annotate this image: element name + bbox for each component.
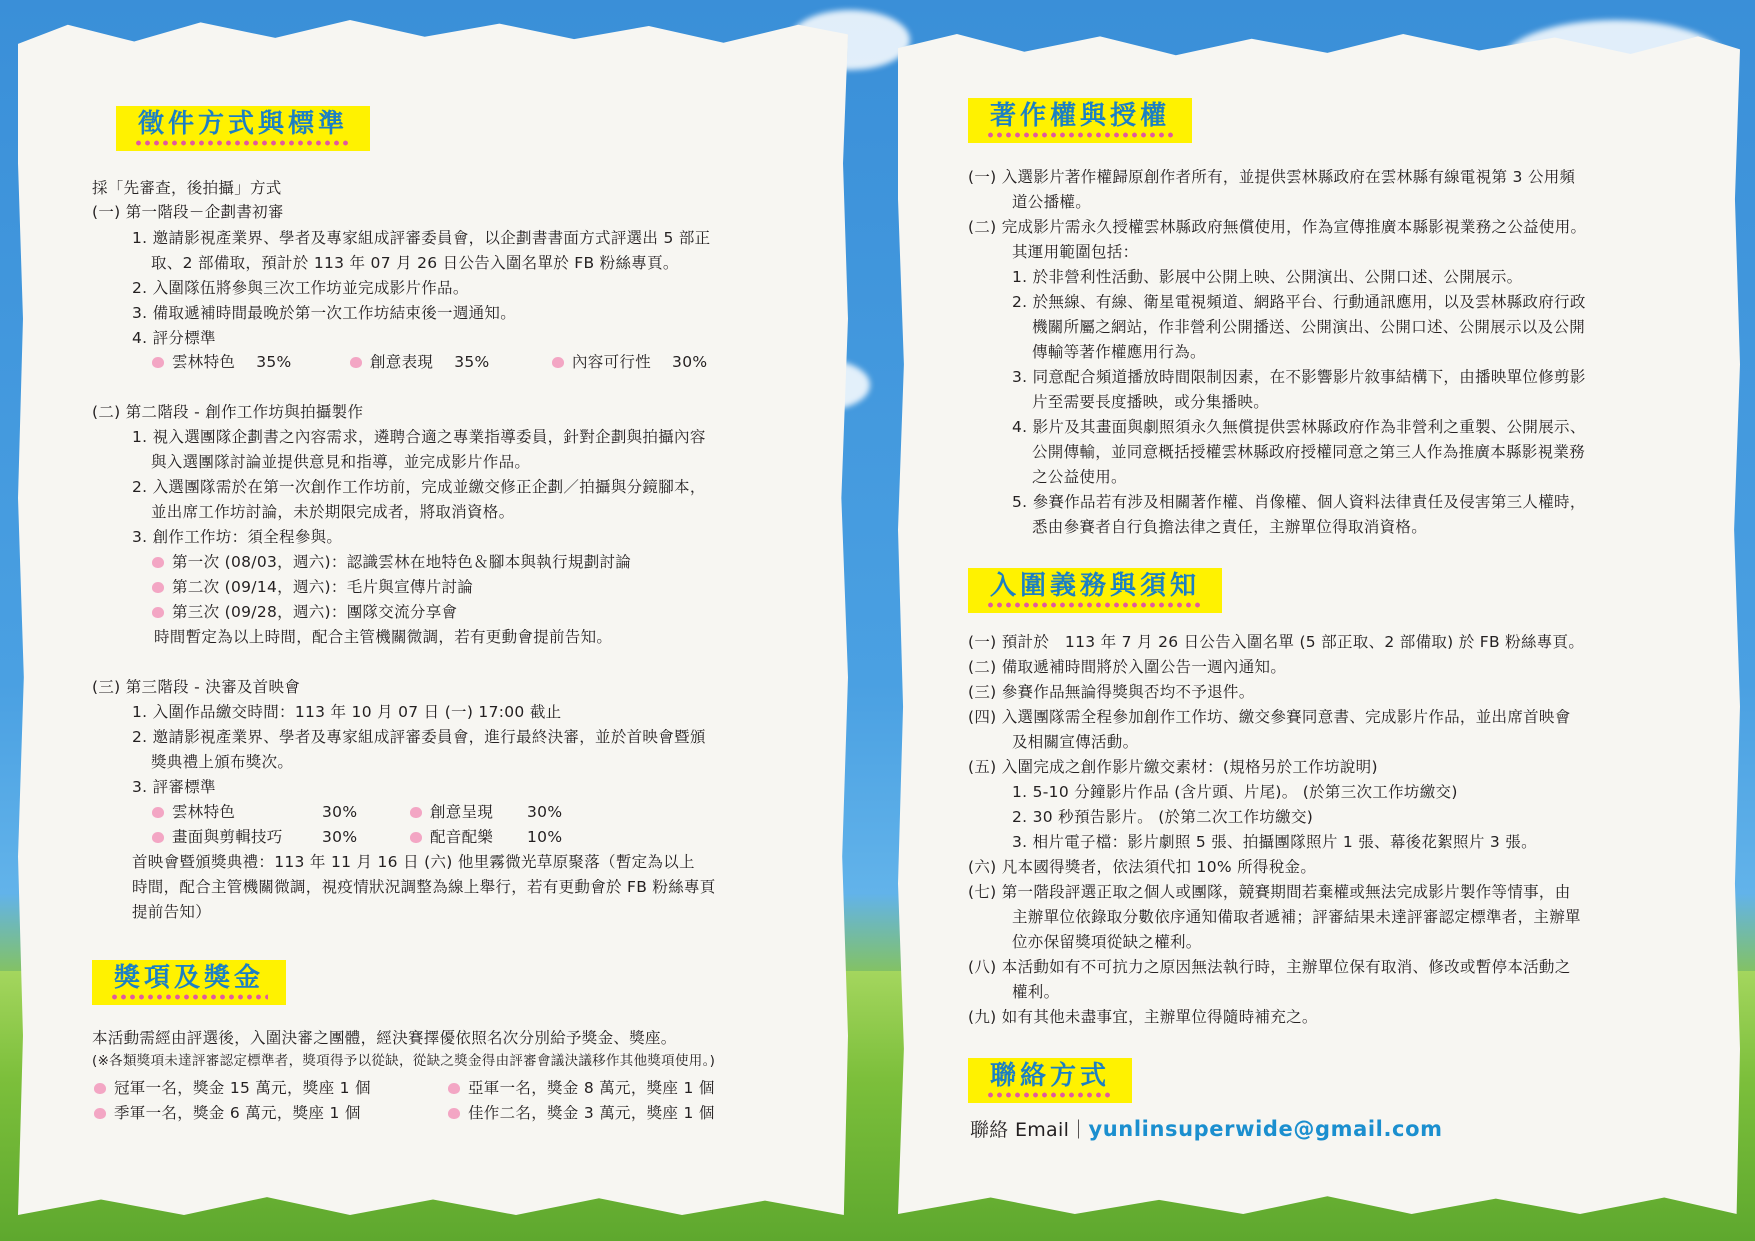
petal-icon bbox=[448, 1083, 460, 1094]
final-criteria-item bbox=[152, 800, 235, 825]
criteria-item bbox=[350, 350, 490, 375]
text-line: 並出席工作坊討論，未於期限完成者，將取消資格。 bbox=[151, 503, 515, 521]
section-heading-contact bbox=[968, 1058, 1132, 1103]
final-criteria-item bbox=[410, 800, 493, 825]
dotted-underline bbox=[134, 140, 352, 146]
text-line: 3. 創作工作坊：須全程參與。 bbox=[132, 528, 343, 546]
text-line: 3. 備取遞補時間最晚於第一次工作坊結束後一週通知。 bbox=[132, 304, 517, 322]
text-line: (七) 第一階段評選正取之個人或團隊，競賽期間若棄權或無法完成影片製作等情事，由 bbox=[968, 883, 1571, 901]
text-line: 悉由參賽者自行負擔法律之責任，主辦單位得取消資格。 bbox=[1032, 518, 1428, 536]
workshop-text: 第三次 (09/28，週六)：團隊交流分享會 bbox=[172, 603, 458, 621]
criteria-percent: 30% bbox=[322, 803, 358, 821]
text-line: 權利。 bbox=[1012, 983, 1060, 1001]
petal-icon bbox=[152, 832, 164, 843]
text-line: 4. 影片及其畫面與劇照須永久無償提供雲林縣政府作為非營利之重製、公開展示、 bbox=[1012, 418, 1586, 436]
workshop-text: 第二次 (09/14，週六)：毛片與宣傳片討論 bbox=[172, 578, 474, 596]
text-line: 時間暫定為以上時間，配合主管機關微調，若有更動會提前告知。 bbox=[154, 628, 613, 646]
petal-icon bbox=[448, 1108, 460, 1119]
text-line: 機關所屬之網站，作非營利公開播送、公開演出、公開口述、公開展示以及公開 bbox=[1032, 318, 1586, 336]
text-line: 獎典禮上頒布獎次。 bbox=[151, 753, 294, 771]
text-line: 之公益使用。 bbox=[1032, 468, 1127, 486]
final-criteria-item bbox=[410, 825, 493, 850]
text-line: 2. 於無線、有線、衛星電視頻道、網路平台、行動通訊應用，以及雲林縣政府行政 bbox=[1012, 293, 1586, 311]
criteria-text: 雲林特色 35% bbox=[172, 353, 292, 371]
text-line: (五) 入圍完成之創作影片繳交素材：(規格另於工作坊說明) bbox=[968, 758, 1378, 776]
petal-icon bbox=[152, 582, 164, 593]
prize-text: 亞軍一名，獎金 8 萬元，獎座 1 個 bbox=[468, 1079, 715, 1097]
text-line: 提前告知） bbox=[132, 903, 212, 921]
workshop-text: 第一次 (08/03，週六)：認識雲林在地特色＆腳本與執行規劃討論 bbox=[172, 553, 632, 571]
text-line: 3. 同意配合頻道播放時間限制因素，在不影響影片敘事結構下，由播映單位修剪影 bbox=[1012, 368, 1586, 386]
criteria-percent: 30% bbox=[527, 803, 563, 821]
text-line: 2. 30 秒預告影片。 (於第二次工作坊繳交) bbox=[1012, 808, 1314, 826]
text-line: 時間，配合主管機關微調，視疫情狀況調整為線上舉行，若有更動會於 FB 粉絲專頁 bbox=[132, 878, 716, 896]
criteria-percent: 10% bbox=[527, 828, 563, 846]
text-line: (一) 預計於 113 年 7 月 26 日公告入圍名單 (5 部正取、2 部備取) 於 FB 粉絲專頁。 bbox=[968, 633, 1585, 651]
text-line: (一) 第一階段－企劃書初審 bbox=[92, 203, 284, 221]
text-line: 及相關宣傳活動。 bbox=[1012, 733, 1139, 751]
text-line: 傳輸等著作權應用行為。 bbox=[1032, 343, 1206, 361]
dotted-underline bbox=[110, 994, 268, 1000]
heading-text: 聯絡方式 bbox=[990, 1061, 1111, 1091]
text-line: 公開傳輸，並同意概括授權雲林縣政府授權同意之第三人作為推廣本縣影視業務 bbox=[1032, 443, 1586, 461]
section-heading-copyright bbox=[968, 98, 1192, 143]
dotted-underline bbox=[986, 132, 1174, 138]
text-line: 1. 視入選團隊企劃書之內容需求，遴聘合適之專業指導委員，針對企劃與拍攝內容 bbox=[132, 428, 706, 446]
prize-item bbox=[94, 1076, 371, 1101]
text-line: 與入選團隊討論並提供意見和指導，並完成影片作品。 bbox=[151, 453, 531, 471]
text-line: (二) 第二階段 - 創作工作坊與拍攝製作 bbox=[92, 403, 364, 421]
text-line: (二) 備取遞補時間將於入圍公告一週內通知。 bbox=[968, 658, 1287, 676]
text-line: 道公播權。 bbox=[1012, 193, 1092, 211]
contact-label: 聯絡 Email｜ bbox=[970, 1119, 1089, 1141]
text-line: (九) 如有其他未盡事宜，主辦單位得隨時補充之。 bbox=[968, 1008, 1318, 1026]
text-line: 5. 參賽作品若有涉及相關著作權、肖像權、個人資料法律責任及侵害第三人權時， bbox=[1012, 493, 1586, 511]
criteria-name: 畫面與剪輯技巧 bbox=[172, 828, 283, 846]
criteria-item bbox=[152, 350, 292, 375]
prize-text: 冠軍一名，獎金 15 萬元，獎座 1 個 bbox=[114, 1079, 371, 1097]
contact-line bbox=[970, 1117, 1443, 1143]
text-line: (三) 第三階段 - 決審及首映會 bbox=[92, 678, 301, 696]
text-line: 主辦單位依錄取分數依序通知備取者遞補；評審結果未達評審認定標準者，主辦單 bbox=[1012, 908, 1581, 926]
petal-icon bbox=[152, 357, 164, 368]
text-line: 其運用範圍包括： bbox=[1012, 243, 1139, 261]
criteria-text: 內容可行性 30% bbox=[572, 353, 708, 371]
petal-icon bbox=[410, 807, 422, 818]
text-note: (※各類獎項未達評審認定標準者，獎項得予以從缺，從缺之獎金得由評審會議決議移作其他獎項使用。) bbox=[92, 1053, 716, 1069]
text-line: 1. 邀請影視產業界、學者及專家組成評審委員會，以企劃書書面方式評選出 5 部正 bbox=[132, 229, 711, 247]
text-line: 3. 相片電子檔：影片劇照 5 張、拍攝團隊照片 1 張、幕後花絮照片 3 張。 bbox=[1012, 833, 1537, 851]
text-line: 片至需要長度播映，或分集播映。 bbox=[1032, 393, 1270, 411]
prize-item bbox=[448, 1101, 715, 1126]
text-line: (三) 參賽作品無論得獎與否均不予退件。 bbox=[968, 683, 1255, 701]
text-line: (八) 本活動如有不可抗力之原因無法執行時，主辦單位保有取消、修改或暫停本活動之 bbox=[968, 958, 1571, 976]
text-line: (六) 凡本國得獎者，依法須代扣 10% 所得稅金。 bbox=[968, 858, 1317, 876]
contact-email-link[interactable]: yunlinsuperwide@gmail.com bbox=[1088, 1117, 1443, 1141]
prize-item bbox=[94, 1101, 361, 1126]
criteria-item bbox=[552, 350, 707, 375]
text-line: 取、2 部備取，預計於 113 年 07 月 26 日公告入圍名單於 FB 粉絲專頁。 bbox=[151, 254, 679, 272]
petal-icon bbox=[152, 807, 164, 818]
petal-icon bbox=[552, 357, 564, 368]
text-line: 1. 於非營利性活動、影展中公開上映、公開演出、公開口述、公開展示。 bbox=[1012, 268, 1523, 286]
text-line: (一) 入選影片著作權歸原創作者所有，並提供雲林縣政府在雲林縣有線電視第 3 公用頻 bbox=[968, 168, 1576, 186]
text-line: 2. 入圍隊伍將參與三次工作坊並完成影片作品。 bbox=[132, 279, 469, 297]
criteria-name: 創意呈現 bbox=[430, 803, 494, 821]
prize-text: 佳作二名，獎金 3 萬元，獎座 1 個 bbox=[468, 1104, 715, 1122]
heading-text: 入圍義務與須知 bbox=[990, 571, 1201, 601]
text-line: 4. 評分標準 bbox=[132, 329, 216, 347]
section-heading-prizes bbox=[92, 960, 286, 1005]
final-criteria-item bbox=[152, 825, 283, 850]
text-line: 位亦保留獎項從缺之權利。 bbox=[1012, 933, 1202, 951]
criteria-text: 創意表現 35% bbox=[370, 353, 490, 371]
workshop-item bbox=[152, 600, 457, 625]
heading-text: 徵件方式與標準 bbox=[138, 109, 349, 139]
text-line: 2. 邀請影視產業界、學者及專家組成評審委員會，進行最終決審，並於首映會暨頒 bbox=[132, 728, 706, 746]
petal-icon bbox=[152, 557, 164, 568]
prize-text: 季軍一名，獎金 6 萬元，獎座 1 個 bbox=[114, 1104, 361, 1122]
text-line: 本活動需經由評選後，入圍決審之團體，經決賽擇優依照名次分別給予獎金、獎座。 bbox=[92, 1029, 677, 1047]
text-line: 1. 5-10 分鐘影片作品 (含片頭、片尾)。 (於第三次工作坊繳交) bbox=[1012, 783, 1458, 801]
text-line: 2. 入選團隊需於在第一次創作工作坊前，完成並繳交修正企劃／拍攝與分鏡腳本， bbox=[132, 478, 706, 496]
prize-item bbox=[448, 1076, 715, 1101]
petal-icon bbox=[350, 357, 362, 368]
dotted-underline bbox=[986, 1092, 1114, 1098]
petal-icon bbox=[152, 607, 164, 618]
text-line: (四) 入選團隊需全程參加創作工作坊、繳交參賽同意書、完成影片作品，並出席首映會 bbox=[968, 708, 1571, 726]
petal-icon bbox=[94, 1083, 106, 1094]
petal-icon bbox=[410, 832, 422, 843]
criteria-name: 配音配樂 bbox=[430, 828, 494, 846]
dotted-underline bbox=[986, 602, 1204, 608]
text-line: 3. 評審標準 bbox=[132, 778, 216, 796]
workshop-item bbox=[152, 575, 473, 600]
heading-text: 獎項及獎金 bbox=[114, 963, 265, 993]
workshop-item bbox=[152, 550, 631, 575]
criteria-name: 雲林特色 bbox=[172, 803, 236, 821]
petal-icon bbox=[94, 1108, 106, 1119]
text-line: 首映會暨頒獎典禮：113 年 11 月 16 日 (六) 他里霧微光草原聚落（暫定為以上 bbox=[132, 853, 695, 871]
section-heading-submission bbox=[116, 106, 370, 151]
text-line: 1. 入圍作品繳交時間：113 年 10 月 07 日 (一) 17:00 截止 bbox=[132, 703, 562, 721]
heading-text: 著作權與授權 bbox=[990, 101, 1171, 131]
criteria-percent: 30% bbox=[322, 828, 358, 846]
section-heading-obligations bbox=[968, 568, 1222, 613]
text-line: (二) 完成影片需永久授權雲林縣政府無償使用，作為宣傳推廣本縣影視業務之公益使用。 bbox=[968, 218, 1587, 236]
text-line: 採「先審查，後拍攝」方式 bbox=[92, 179, 282, 197]
